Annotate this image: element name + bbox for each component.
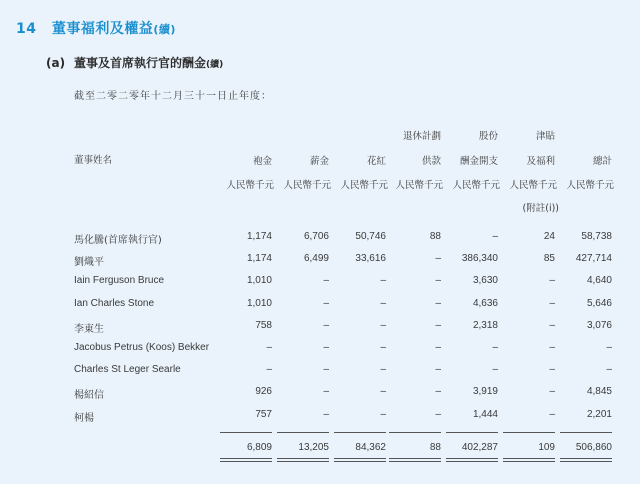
table-cell: – [606, 364, 612, 376]
total-cell: 402,287 [461, 442, 498, 453]
table-cell: 427,714 [575, 253, 612, 265]
table-cell: 3,076 [586, 319, 612, 331]
table-cell: – [380, 364, 386, 376]
table-cell: 33,616 [355, 253, 386, 265]
total-cell: 84,362 [355, 442, 386, 453]
column-header: 及福利 [526, 156, 555, 167]
table-cell: 1,010 [246, 275, 272, 287]
table-cell: – [549, 408, 555, 420]
table-cell: – [380, 275, 386, 287]
table-cell: – [266, 342, 272, 353]
table-cell: 5,646 [586, 297, 612, 309]
table-cell: – [549, 342, 555, 353]
table-cell: 1,174 [246, 231, 272, 242]
column-unit: 人民幣千元 [509, 180, 557, 191]
table-cell: 2,201 [586, 408, 612, 420]
director-name: Jacobus Petrus (Koos) Bekker [74, 342, 210, 353]
table-cell: 2,318 [472, 319, 498, 331]
director-name: 柯楊 [74, 412, 94, 424]
section-continued: (續) [153, 23, 176, 36]
table-cell: 4,845 [586, 386, 612, 398]
column-header: 股份 [478, 131, 498, 142]
subsection-title: 董事及首席執行官的酬金 [74, 56, 207, 70]
column-header: 花紅 [366, 156, 386, 167]
total-double-rule [503, 458, 555, 462]
subtotal-rule [277, 432, 329, 433]
table-cell: – [435, 319, 441, 331]
total-double-rule [334, 458, 386, 462]
period-caption: 截至二零二零年十二月三十一日止年度： [74, 91, 272, 102]
table-cell: – [549, 275, 555, 287]
column-unit: 人民幣千元 [452, 180, 500, 191]
table-cell: 6,706 [303, 231, 329, 242]
total-double-rule [560, 458, 612, 462]
table-cell: 88 [429, 231, 441, 242]
table-cell: 1,444 [472, 408, 498, 420]
table-cell: – [435, 386, 441, 398]
director-name: 楊紹信 [74, 390, 104, 402]
director-name: Ian Charles Stone [74, 297, 155, 309]
table-cell: 1,010 [246, 297, 272, 309]
table-cell: – [492, 342, 498, 353]
director-name: 馬化騰(首席執行官) [74, 235, 162, 246]
column-unit: 人民幣千元 [395, 180, 443, 191]
subtotal-rule [334, 432, 386, 433]
column-unit: 人民幣千元 [226, 180, 274, 191]
table-cell: – [380, 408, 386, 420]
table-cell: – [435, 342, 441, 353]
total-cell: 506,860 [575, 442, 612, 453]
subtotal-rule [503, 432, 555, 433]
table-cell: – [380, 297, 386, 309]
total-double-rule [389, 458, 441, 462]
table-cell: 926 [255, 386, 272, 398]
column-header: 薪金 [309, 156, 329, 167]
column-unit: 人民幣千元 [283, 180, 331, 191]
table-cell: 85 [543, 253, 555, 265]
director-name: 李東生 [74, 323, 104, 335]
column-header: 退休計劃 [402, 131, 441, 142]
table-cell: 758 [255, 319, 272, 331]
table-cell: – [323, 319, 329, 331]
subtotal-rule [220, 432, 272, 433]
table-cell: – [323, 408, 329, 420]
table-cell: – [606, 342, 612, 353]
table-cell: 4,640 [586, 275, 612, 287]
table-cell: – [380, 342, 386, 353]
column-note: (附註(i)) [522, 203, 559, 214]
section-number: 14 [16, 21, 37, 37]
table-cell: – [435, 275, 441, 287]
table-cell: – [435, 364, 441, 376]
table-cell: – [323, 386, 329, 398]
column-unit: 人民幣千元 [566, 180, 614, 191]
subsection-continued: (續) [206, 60, 224, 70]
table-cell: – [492, 231, 498, 242]
column-header: 總計 [592, 156, 612, 167]
table-cell: – [549, 319, 555, 331]
total-double-rule [277, 458, 329, 462]
table-cell: 4,636 [472, 297, 498, 309]
subtotal-rule [560, 432, 612, 433]
director-name: Iain Ferguson Bruce [74, 275, 165, 287]
table-cell: – [380, 319, 386, 331]
table-cell: – [549, 364, 555, 376]
table-cell: – [492, 364, 498, 376]
name-column-header: 董事姓名 [74, 155, 113, 166]
table-cell: – [549, 297, 555, 309]
total-cell: 6,809 [246, 442, 272, 453]
director-name: Charles St Leger Searle [74, 364, 181, 376]
table-cell: 50,746 [355, 231, 386, 242]
table-cell: 24 [543, 231, 555, 242]
table-cell: – [323, 297, 329, 309]
director-name: 劉熾平 [74, 257, 104, 269]
table-cell: 6,499 [303, 253, 329, 265]
table-cell: – [323, 342, 329, 353]
subtotal-rule [389, 432, 441, 433]
table-cell: 1,174 [246, 253, 272, 265]
table-cell: 58,738 [581, 231, 612, 242]
table-cell: – [549, 386, 555, 398]
total-double-rule [220, 458, 272, 462]
table-cell: 386,340 [461, 253, 498, 265]
subtotal-rule [446, 432, 498, 433]
column-unit: 人民幣千元 [340, 180, 388, 191]
column-header: 津貼 [535, 131, 555, 142]
total-cell: 13,205 [298, 442, 329, 453]
section-title: 董事福利及權益 [51, 21, 154, 37]
table-cell: – [323, 275, 329, 287]
table-cell: – [435, 253, 441, 265]
column-header: 酬金開支 [459, 156, 498, 167]
total-double-rule [446, 458, 498, 462]
table-cell: 757 [255, 408, 272, 420]
table-cell: 3,630 [472, 275, 498, 287]
table-cell: – [266, 364, 272, 376]
total-cell: 88 [429, 442, 441, 453]
table-cell: – [380, 386, 386, 398]
column-header: 袍金 [252, 156, 272, 167]
subsection-letter: (a) [46, 56, 66, 70]
column-header: 供款 [421, 156, 441, 167]
table-cell: – [435, 408, 441, 420]
table-cell: – [323, 364, 329, 376]
table-cell: – [435, 297, 441, 309]
total-cell: 109 [538, 442, 555, 453]
table-cell: 3,919 [472, 386, 498, 398]
